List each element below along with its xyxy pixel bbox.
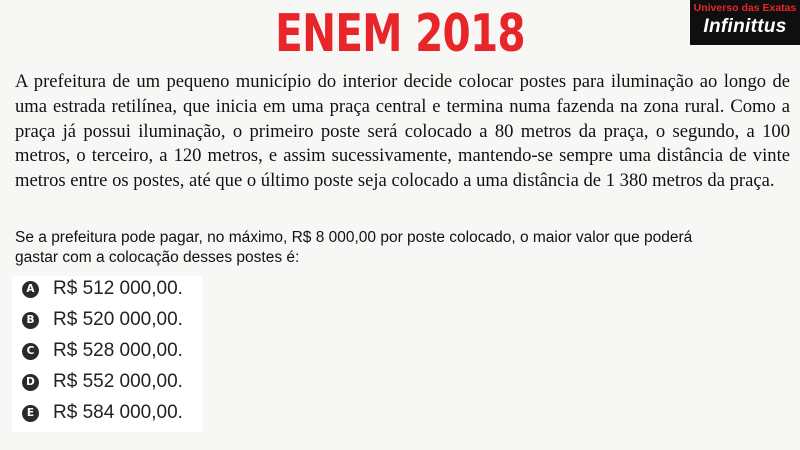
option-d[interactable] — [22, 369, 183, 395]
option-text: R$ 512 000,00. — [53, 278, 183, 299]
option-letter-badge: C — [22, 343, 39, 360]
brand-logo — [690, 0, 800, 45]
option-b[interactable] — [22, 307, 183, 333]
option-text: R$ 584 000,00. — [53, 402, 183, 423]
option-letter-badge: D — [22, 374, 39, 391]
option-letter-badge: A — [22, 281, 39, 298]
option-letter-badge: E — [22, 405, 39, 422]
option-e[interactable] — [22, 400, 183, 426]
problem-statement: A prefeitura de um pequeno município do interior decide colocar postes para iluminação ao longo de uma estrada retilínea, que inicia em uma praça central e termina numa fazenda na zona rural. Como a praça já possui iluminação, o primeiro poste será colocado a 80 metros da praça, o segundo, a 100 metros, o terceiro, a 120 metros, e assim sucessivamente, mantendo-se sempre uma distância de vinte metros entre os postes, até que o último poste seja colocado a uma distância de 1 380 metros da praça. — [15, 71, 790, 192]
logo-name: Infinittus — [703, 16, 787, 37]
question-text: Se a prefeitura pode pagar, no máximo, R$ 8 000,00 por poste colocado, o maior valor que poderá gastar com a colocação desses postes é: — [15, 229, 693, 266]
option-a[interactable] — [22, 276, 183, 302]
logo-tagline: Universo das Exatas — [693, 2, 797, 14]
option-c[interactable] — [22, 338, 183, 364]
option-text: R$ 552 000,00. — [53, 371, 183, 392]
page-title: ENEM 2018 — [275, 4, 525, 64]
option-text: R$ 520 000,00. — [53, 309, 183, 330]
answer-options — [12, 276, 202, 432]
option-text: R$ 528 000,00. — [53, 340, 183, 361]
option-letter-badge: B — [22, 312, 39, 329]
